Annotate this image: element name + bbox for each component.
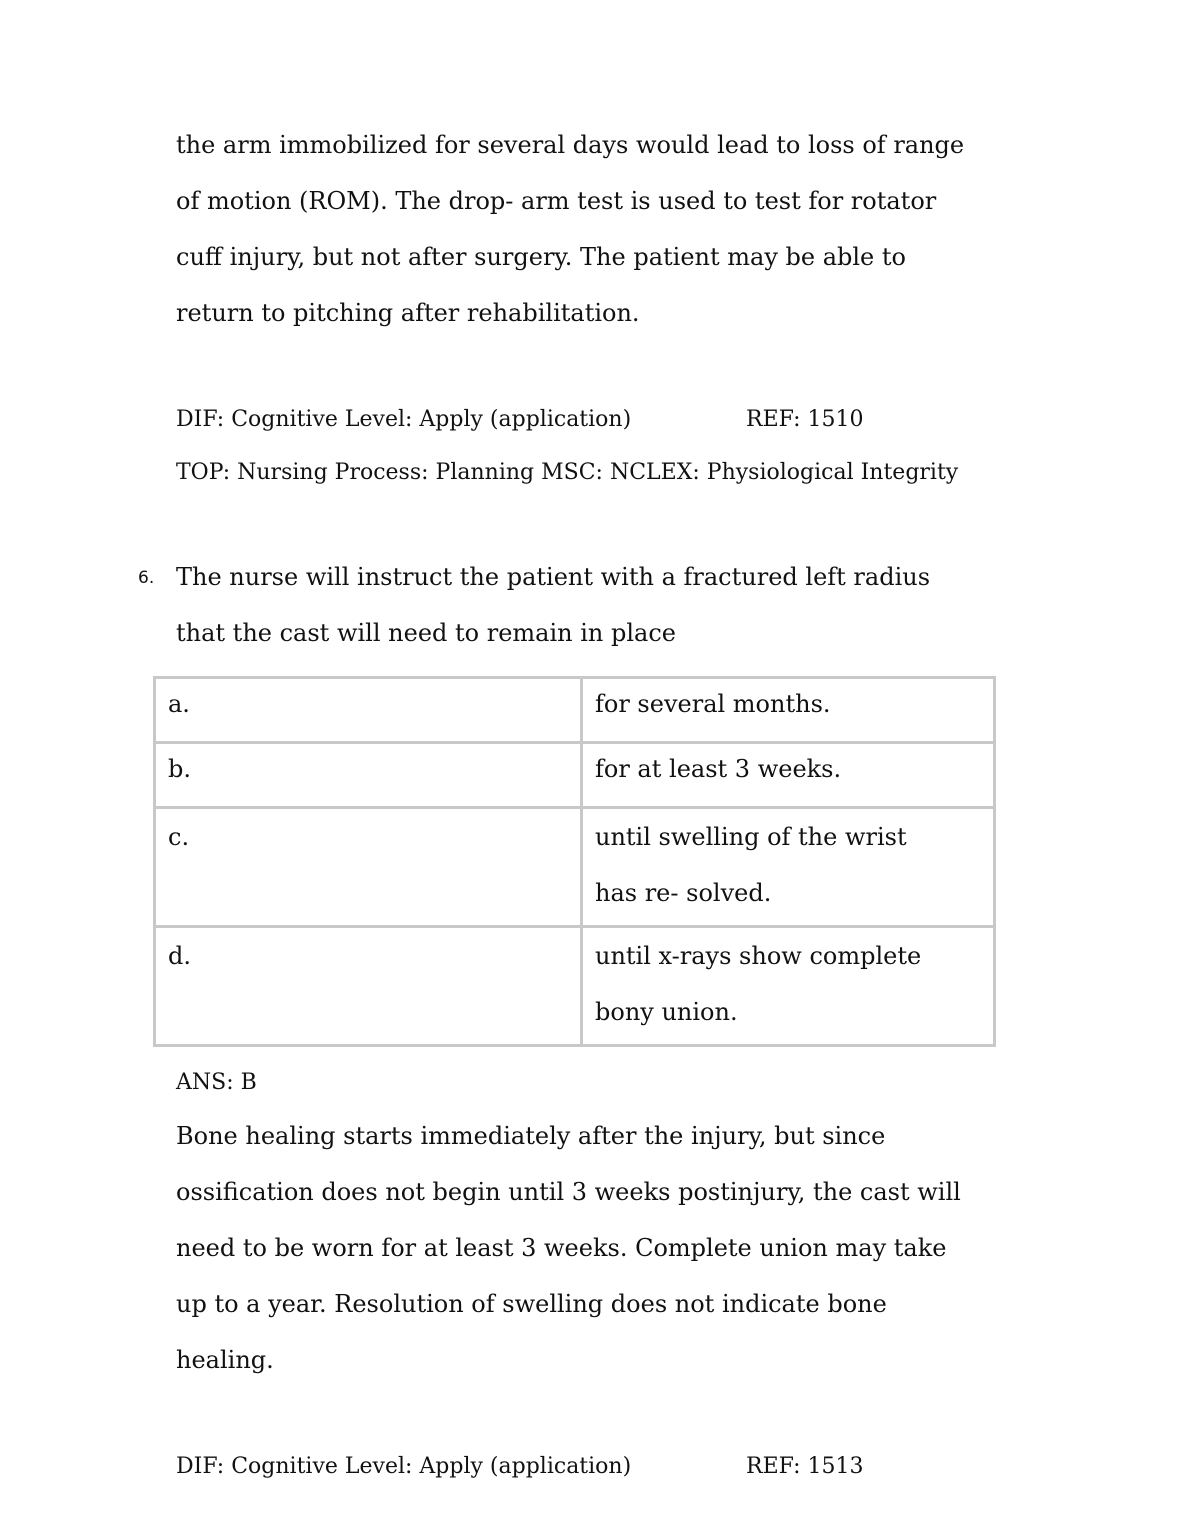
choice-text [582, 743, 995, 808]
choice-letter: b. [155, 743, 582, 808]
choice-row-a [155, 678, 995, 743]
choice-row-c [155, 808, 995, 927]
rationale-line: ossification does not begin until 3 weeks postinjury, the cast will [176, 1178, 961, 1206]
choice-row-d [155, 927, 995, 1046]
choice-text [582, 678, 995, 743]
rationale-line: of motion (ROM). The drop- arm test is used to test for rotator [176, 187, 937, 215]
choice-text [582, 927, 995, 1046]
rationale-line: need to be worn for at least 3 weeks. Complete union may take [176, 1234, 947, 1262]
choice-text-line: bony union. [595, 998, 738, 1026]
answer-key: ANS: B [176, 1070, 257, 1095]
difficulty-row [176, 405, 864, 435]
choice-text-line: until x-rays show complete [595, 942, 922, 970]
choice-text-line: for several months. [595, 690, 831, 718]
rationale-line: the arm immobilized for several days would lead to loss of range [176, 131, 965, 159]
difficulty-label: DIF: Cognitive Level: Apply (application) [176, 1454, 632, 1479]
choice-letter: a. [155, 678, 582, 743]
choice-text [582, 808, 995, 927]
difficulty-row [176, 1452, 864, 1482]
choice-text-line: for at least 3 weeks. [595, 755, 842, 783]
rationale-line: cuff injury, but not after surgery. The patient may be able to [176, 243, 906, 271]
question-stem-line: The nurse will instruct the patient with a fractured left radius [176, 563, 931, 591]
topic-row: TOP: Nursing Process: Planning MSC: NCLEX: Physiological Integrity [176, 460, 959, 485]
choice-letter: c. [155, 808, 582, 927]
choice-text-line: has re- solved. [595, 879, 772, 907]
rationale-line: Bone healing starts immediately after the injury, but since [176, 1122, 886, 1150]
reference-label: REF: 1513 [746, 1454, 864, 1479]
choice-row-b [155, 743, 995, 808]
rationale-line: healing. [176, 1346, 274, 1374]
difficulty-label: DIF: Cognitive Level: Apply (application) [176, 407, 632, 432]
rationale-line: return to pitching after rehabilitation. [176, 299, 640, 327]
choice-text-line: until swelling of the wrist [595, 823, 907, 851]
choice-letter: d. [155, 927, 582, 1046]
reference-label: REF: 1510 [746, 407, 864, 432]
question-number: 6. [138, 568, 155, 588]
rationale-line: up to a year. Resolution of swelling does not indicate bone [176, 1290, 887, 1318]
question-stem-line: that the cast will need to remain in place [176, 619, 676, 647]
answer-choices-table [153, 676, 996, 1047]
